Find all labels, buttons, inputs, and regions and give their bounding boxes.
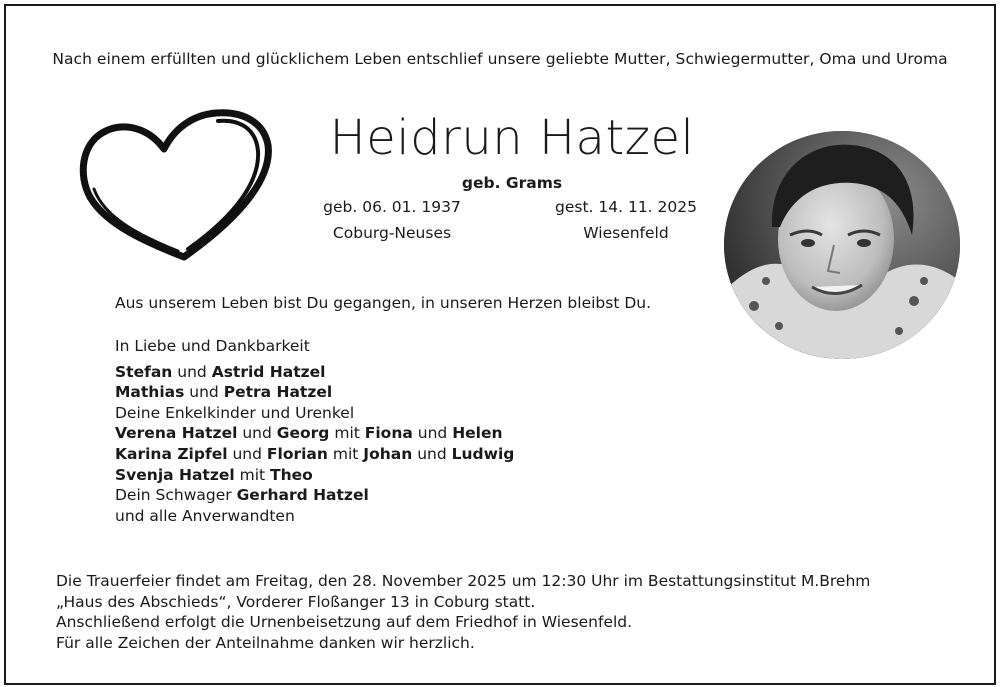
family-line: Verena Hatzel und Georg mit Fiona und Helen	[115, 424, 503, 443]
obituary-notice	[4, 4, 996, 685]
birth-date: geb. 06. 01. 1937	[323, 198, 461, 216]
service-info	[56, 571, 870, 653]
birth-info	[302, 194, 482, 246]
family-list	[115, 336, 514, 526]
service-line: Die Trauerfeier findet am Freitag, den 28. November 2025 um 12:30 Uhr im Bestattungsinstitut M.Brehm	[56, 572, 871, 590]
portrait-illustration	[724, 131, 960, 359]
death-info	[536, 194, 716, 246]
family-line: Stefan und Astrid Hatzel	[115, 362, 326, 381]
family-line: Karina Zipfel und Florian mit Johan und Ludwig	[115, 444, 515, 463]
family-line: Mathias und Petra Hatzel	[115, 383, 333, 402]
family-line: Svenja Hatzel mit Theo	[115, 465, 313, 484]
deceased-name: Heidrun Hatzel	[329, 110, 695, 166]
service-line: „Haus des Abschieds“, Vorderer Floßanger 13 in Coburg statt.	[56, 592, 536, 611]
family-line: und alle Anverwandten	[115, 506, 295, 525]
family-line: Deine Enkelkinder und Urenkel	[115, 403, 355, 422]
portrait-photo	[724, 131, 960, 359]
family-heading: In Liebe und Dankbarkeit	[115, 337, 310, 355]
death-date: gest. 14. 11. 2025	[555, 198, 697, 216]
maiden-name: geb. Grams	[461, 174, 563, 192]
birth-place: Coburg-Neuses	[332, 224, 452, 242]
service-line: Anschließend erfolgt die Urnenbeisetzung auf dem Friedhof in Wiesenfeld.	[56, 613, 633, 632]
family-line: Dein Schwager Gerhard Hatzel	[115, 486, 369, 505]
intro-text: Nach einem erfüllten und glücklichem Leben entschlief unsere geliebte Mutter, Schwiegermutter, Oma und Uroma	[52, 50, 948, 68]
heart-outline-icon	[76, 109, 276, 267]
service-line: Für alle Zeichen der Anteilnahme danken wir herzlich.	[56, 633, 475, 652]
death-place: Wiesenfeld	[583, 224, 669, 242]
verse-text: Aus unserem Leben bist Du gegangen, in unseren Herzen bleibst Du.	[115, 294, 652, 312]
